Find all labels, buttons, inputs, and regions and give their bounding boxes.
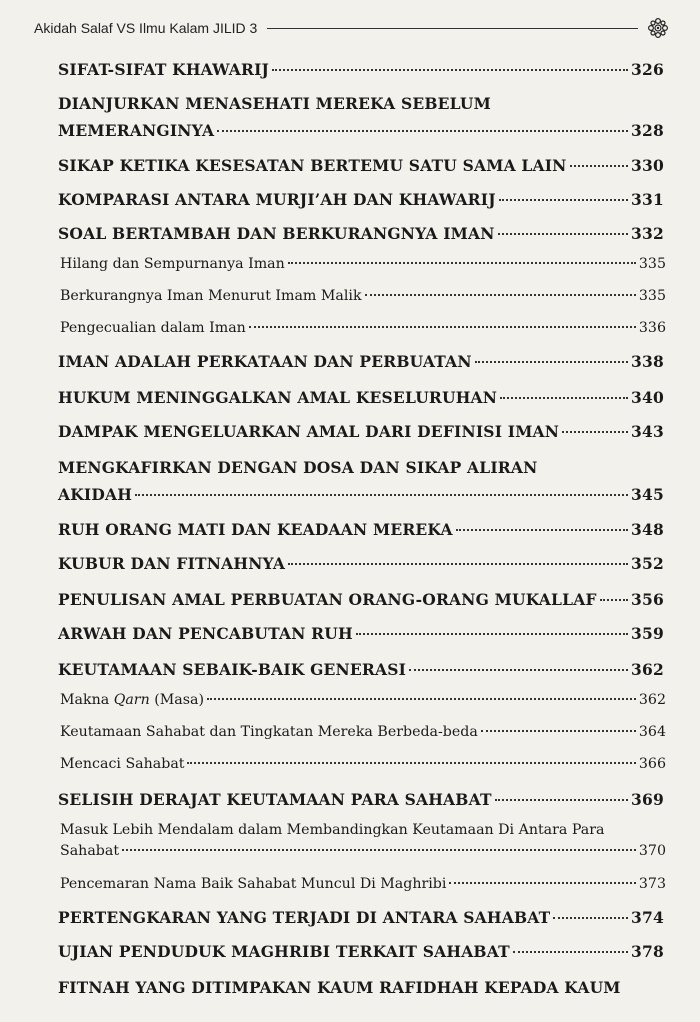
toc-entry-title: Mencaci Sahabat xyxy=(60,756,185,772)
toc-entry[interactable] xyxy=(58,790,664,809)
dot-leader xyxy=(553,917,628,919)
toc-entry[interactable] xyxy=(58,908,664,927)
toc-entry-title: SELISIH DERAJAT KEUTAMAAN PARA SAHABAT xyxy=(58,790,492,809)
toc-entry-page-number: 332 xyxy=(631,224,664,243)
toc-entry-title: Pencemaran Nama Baik Sahabat Muncul Di Maghribi xyxy=(60,876,447,892)
toc-entry-title: UJIAN PENDUDUK MAGHRIBI TERKAIT SAHABAT xyxy=(58,942,510,961)
toc-entry-page-number: 340 xyxy=(631,388,664,407)
toc-entry-page-number: 364 xyxy=(638,724,666,740)
dot-leader xyxy=(217,130,628,132)
toc-entry-title: RUH ORANG MATI DAN KEADAAN MEREKA xyxy=(58,520,453,539)
toc-entry-page-number: 370 xyxy=(638,843,666,859)
toc-entry[interactable] xyxy=(58,388,664,407)
toc-entry[interactable] xyxy=(58,520,664,539)
dot-leader xyxy=(288,262,636,264)
dot-leader xyxy=(356,633,628,635)
toc-entry-page-number: 359 xyxy=(631,624,664,643)
toc-entry-title: DAMPAK MENGELUARKAN AMAL DARI DEFINISI IMAN xyxy=(58,422,560,441)
toc-entry[interactable] xyxy=(58,94,664,140)
toc-entry-page-number: 373 xyxy=(638,876,666,892)
dot-leader xyxy=(365,294,636,296)
toc-entry-title: KUBUR DAN FITNAHNYA xyxy=(58,554,286,573)
toc-entry[interactable] xyxy=(58,458,664,504)
toc-entry-page-number: 345 xyxy=(631,485,664,504)
toc-entry[interactable] xyxy=(58,822,666,859)
toc-entry[interactable] xyxy=(58,422,664,441)
toc-entry-title-line1: MENGKAFIRKAN DENGAN DOSA DAN SIKAP ALIRAN xyxy=(58,458,538,477)
toc-entry-title: MEMERANGINYA xyxy=(58,121,215,140)
toc-entry[interactable] xyxy=(58,660,664,679)
toc-entry-title: Berkurangnya Iman Menurut Imam Malik xyxy=(60,288,362,304)
toc-entry-page-number: 369 xyxy=(631,790,664,809)
toc-entry[interactable] xyxy=(58,352,664,371)
toc-entry[interactable] xyxy=(58,554,664,573)
toc-entry-title: KEUTAMAAN SEBAIK-BAIK GENERASI xyxy=(58,660,407,679)
toc-entry-page-number: 336 xyxy=(638,320,666,336)
toc-entry-page-number: 328 xyxy=(631,121,664,140)
toc-entry[interactable] xyxy=(58,978,664,1005)
toc-entry[interactable] xyxy=(58,320,666,336)
toc-entry[interactable] xyxy=(58,288,666,304)
header-rule xyxy=(267,28,638,29)
dot-leader xyxy=(481,730,636,732)
dot-leader xyxy=(498,233,628,235)
toc-entry[interactable] xyxy=(58,692,666,708)
toc-entry-title-line1: FITNAH YANG DITIMPAKAN KAUM RAFIDHAH KEPADA KAUM xyxy=(58,978,621,997)
toc-entry[interactable] xyxy=(58,724,666,740)
toc-entry[interactable] xyxy=(58,156,664,175)
flower-ornament-icon xyxy=(646,16,670,40)
toc-entry-title: SOAL BERTAMBAH DAN BERKURANGNYA IMAN xyxy=(58,224,495,243)
toc-entry-page-number: 338 xyxy=(631,352,664,371)
toc-entry[interactable] xyxy=(58,624,664,643)
dot-leader xyxy=(249,326,636,328)
toc-entry-page-number: 366 xyxy=(638,756,666,772)
dot-leader xyxy=(562,431,628,433)
toc-entry-page-number: 348 xyxy=(631,520,664,539)
dot-leader xyxy=(409,669,628,671)
toc-entry[interactable] xyxy=(58,60,664,79)
dot-leader xyxy=(600,599,628,601)
toc-entry-page-number: 335 xyxy=(638,288,666,304)
toc-entry-page-number: 374 xyxy=(631,908,664,927)
toc-entry-title: AKIDAH xyxy=(58,485,133,504)
toc-entry-title: SIFAT-SIFAT KHAWARIJ xyxy=(58,60,270,79)
toc-entry-title: IMAN ADALAH PERKATAAN DAN PERBUATAN xyxy=(58,352,472,371)
toc-entry-page-number: 326 xyxy=(631,60,664,79)
toc-entry-page-number: 330 xyxy=(631,156,664,175)
toc-entry-title: Sahabat xyxy=(60,843,120,859)
dot-leader xyxy=(122,849,636,851)
toc-entry-page-number: 343 xyxy=(631,422,664,441)
dot-leader xyxy=(187,762,635,764)
dot-leader xyxy=(288,563,628,565)
toc-entry-title: KOMPARASI ANTARA MURJI’AH DAN KHAWARIJ xyxy=(58,190,496,209)
dot-leader xyxy=(500,397,628,399)
toc-entry-page-number: 362 xyxy=(638,692,666,708)
toc-entry[interactable] xyxy=(58,942,664,961)
running-header xyxy=(34,14,670,42)
dot-leader xyxy=(570,165,628,167)
dot-leader xyxy=(449,882,635,884)
toc-entry-page-number: 335 xyxy=(638,256,666,272)
toc-entry-title: ARWAH DAN PENCABUTAN RUH xyxy=(58,624,353,643)
toc-entry-page-number: 378 xyxy=(631,942,664,961)
dot-leader xyxy=(272,69,628,71)
toc-entry[interactable] xyxy=(58,756,666,772)
toc-entry-title: PERTENGKARAN YANG TERJADI DI ANTARA SAHABAT xyxy=(58,908,551,927)
toc-entry-page-number: 331 xyxy=(631,190,664,209)
toc-entry[interactable] xyxy=(58,256,666,272)
toc-entry-page-number: 362 xyxy=(631,660,664,679)
toc-entry-page-number: 356 xyxy=(631,590,664,609)
toc-entry-title: Makna Qarn (Masa) xyxy=(60,692,205,708)
dot-leader xyxy=(135,494,628,496)
toc-entry-title: SIKAP KETIKA KESESATAN BERTEMU SATU SAMA LAIN xyxy=(58,156,567,175)
toc-entry[interactable] xyxy=(58,224,664,243)
dot-leader xyxy=(207,698,636,700)
toc-entry-title: Pengecualian dalam Iman xyxy=(60,320,246,336)
dot-leader xyxy=(475,361,628,363)
toc-entry-title: PENULISAN AMAL PERBUATAN ORANG-ORANG MUKALLAF xyxy=(58,590,597,609)
dot-leader xyxy=(499,199,628,201)
toc-entry-title: HUKUM MENINGGALKAN AMAL KESELURUHAN xyxy=(58,388,498,407)
toc-entry[interactable] xyxy=(58,590,664,609)
toc-entry-title: Hilang dan Sempurnanya Iman xyxy=(60,256,285,272)
dot-leader xyxy=(456,529,628,531)
book-title: Akidah Salaf VS Ilmu Kalam JILID 3 xyxy=(34,20,258,36)
dot-leader xyxy=(513,951,628,953)
toc-entry[interactable] xyxy=(58,190,664,209)
toc-entry[interactable] xyxy=(58,876,666,892)
toc-entry-title-line1: Masuk Lebih Mendalam dalam Membandingkan Keutamaan Di Antara Para xyxy=(60,822,605,838)
toc-entry-title-line1: DIANJURKAN MENASEHATI MEREKA SEBELUM xyxy=(58,94,492,113)
dot-leader xyxy=(495,799,628,801)
toc-entry-page-number: 352 xyxy=(631,554,664,573)
toc-entry-title: Keutamaan Sahabat dan Tingkatan Mereka Berbeda-beda xyxy=(60,724,478,740)
